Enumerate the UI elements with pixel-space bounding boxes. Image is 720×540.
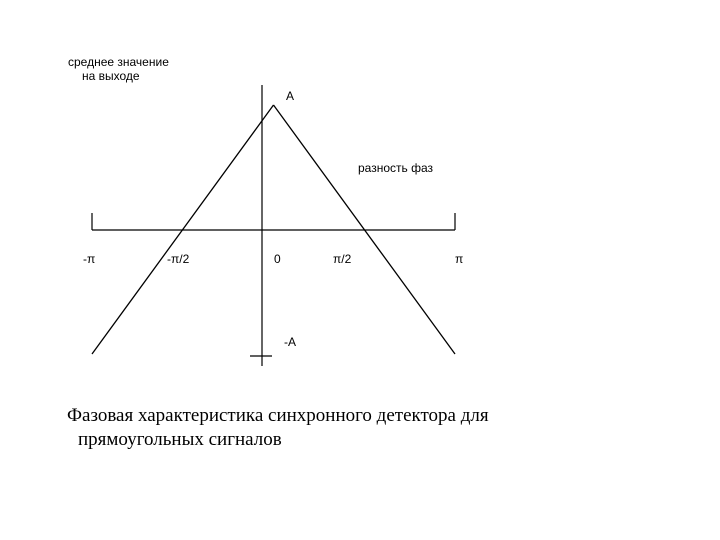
y-axis-label-line-2: на выходе xyxy=(82,69,140,83)
y-tick-label-a: A xyxy=(286,89,295,103)
y-tick-label-minus-a: -A xyxy=(284,335,296,349)
x-tick-label-pi: π xyxy=(455,252,464,266)
x-tick-label-pi-half: π/2 xyxy=(333,252,352,266)
x-tick-label-minus-pi: -π xyxy=(83,252,96,266)
x-tick-label-minus-pi-half: -π/2 xyxy=(167,252,190,266)
figure-caption-line-2: прямоугольных сигналов xyxy=(78,429,282,450)
x-tick-label-zero: 0 xyxy=(274,252,281,266)
y-axis-label-line-1: среднее значение xyxy=(68,55,169,69)
figure-caption-line-1: Фазовая характеристика синхронного детектора для xyxy=(67,405,489,426)
x-axis-label: разность фаз xyxy=(358,161,434,175)
